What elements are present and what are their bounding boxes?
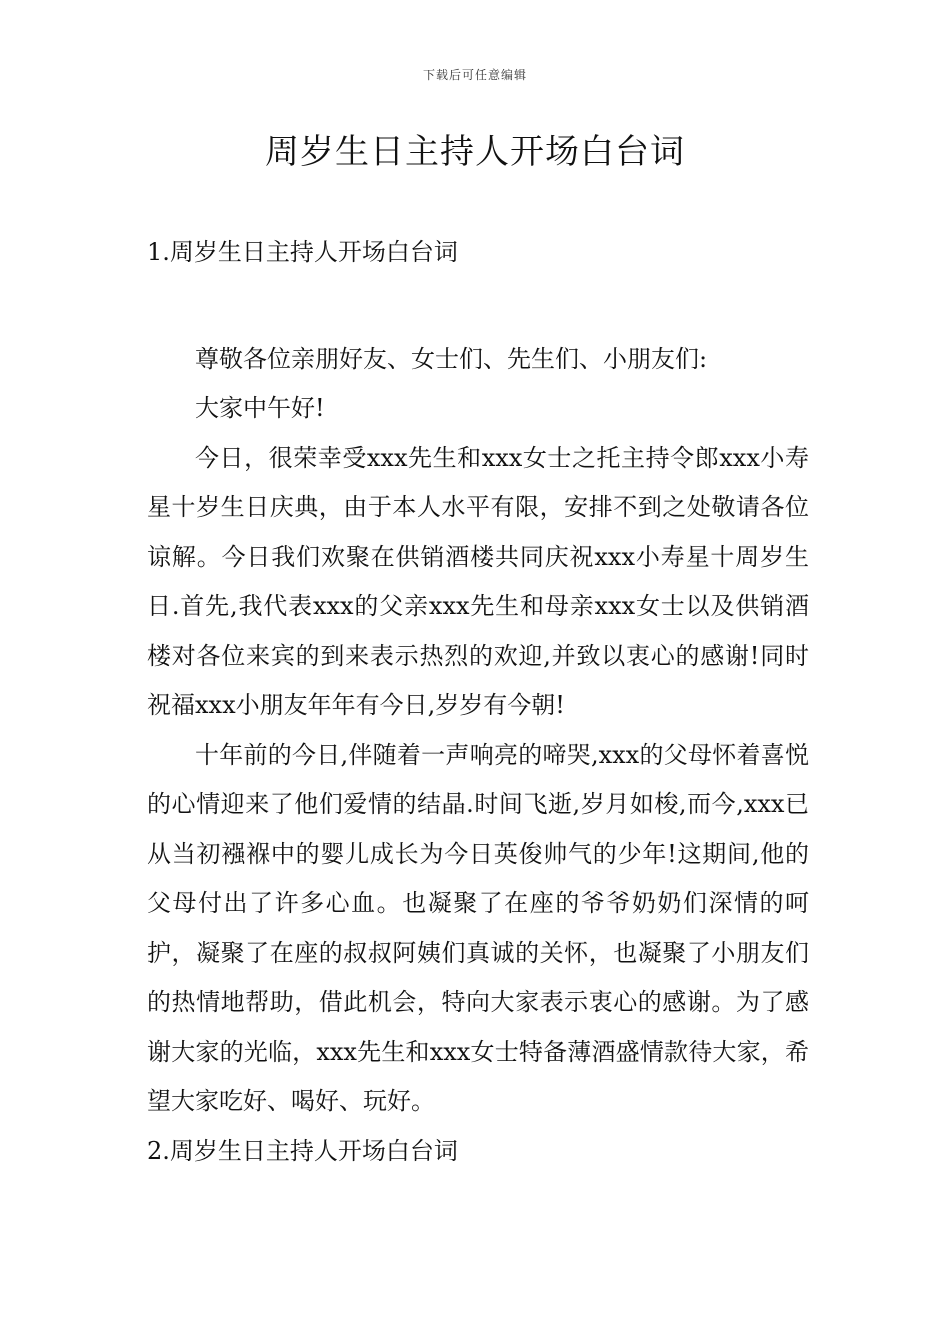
paragraph-history: 十年前的今日,伴随着一声响亮的啼哭,xxx的父母怀着喜悦的心情迎来了他们爱情的结晶.时间飞逝,岁月如梭,而今,xxx已从当初襁褓中的婴儿成长为今日英俊帅气的少年!这期间,他的父母付出了许多心血。也凝聚了在座的爷爷奶奶们深情的呵护，凝聚了在座的叔叔阿姨们真诚的关怀，也凝聚了小朋友们的热情地帮助，借此机会，特向大家表示衷心的感谢。为了感谢大家的光临，xxx先生和xxx女士特备薄酒盛情款待大家，希望大家吃好、喝好、玩好。 xyxy=(147,740,809,1115)
paragraph-salutation: 尊敬各位亲朋好友、女士们、先生们、小朋友们: xyxy=(195,344,708,373)
document-title: 周岁生日主持人开场白台词 xyxy=(265,132,685,172)
paragraph-introduction: 今日，很荣幸受xxx先生和xxx女士之托主持令郎xxx小寿星十岁生日庆典，由于本人水平有限，安排不到之处敬请各位谅解。今日我们欢聚在供销酒楼共同庆祝xxx小寿星十周岁生日.首先,我代表xxx的父亲xxx先生和母亲xxx女士以及供销酒楼对各位来宾的到来表示热烈的欢迎,并致以衷心的感谢!同时祝福xxx小朋友年年有今日,岁岁有今朝! xyxy=(147,443,809,719)
section-heading-2: 2.周岁生日主持人开场白台词 xyxy=(147,1136,458,1165)
paragraph-greeting: 大家中午好! xyxy=(195,394,325,422)
document-body xyxy=(147,228,809,1176)
section-heading-1: 1.周岁生日主持人开场白台词 xyxy=(147,238,458,266)
header-note: 下载后可任意编辑 xyxy=(422,68,527,82)
section-spacer xyxy=(147,278,809,335)
